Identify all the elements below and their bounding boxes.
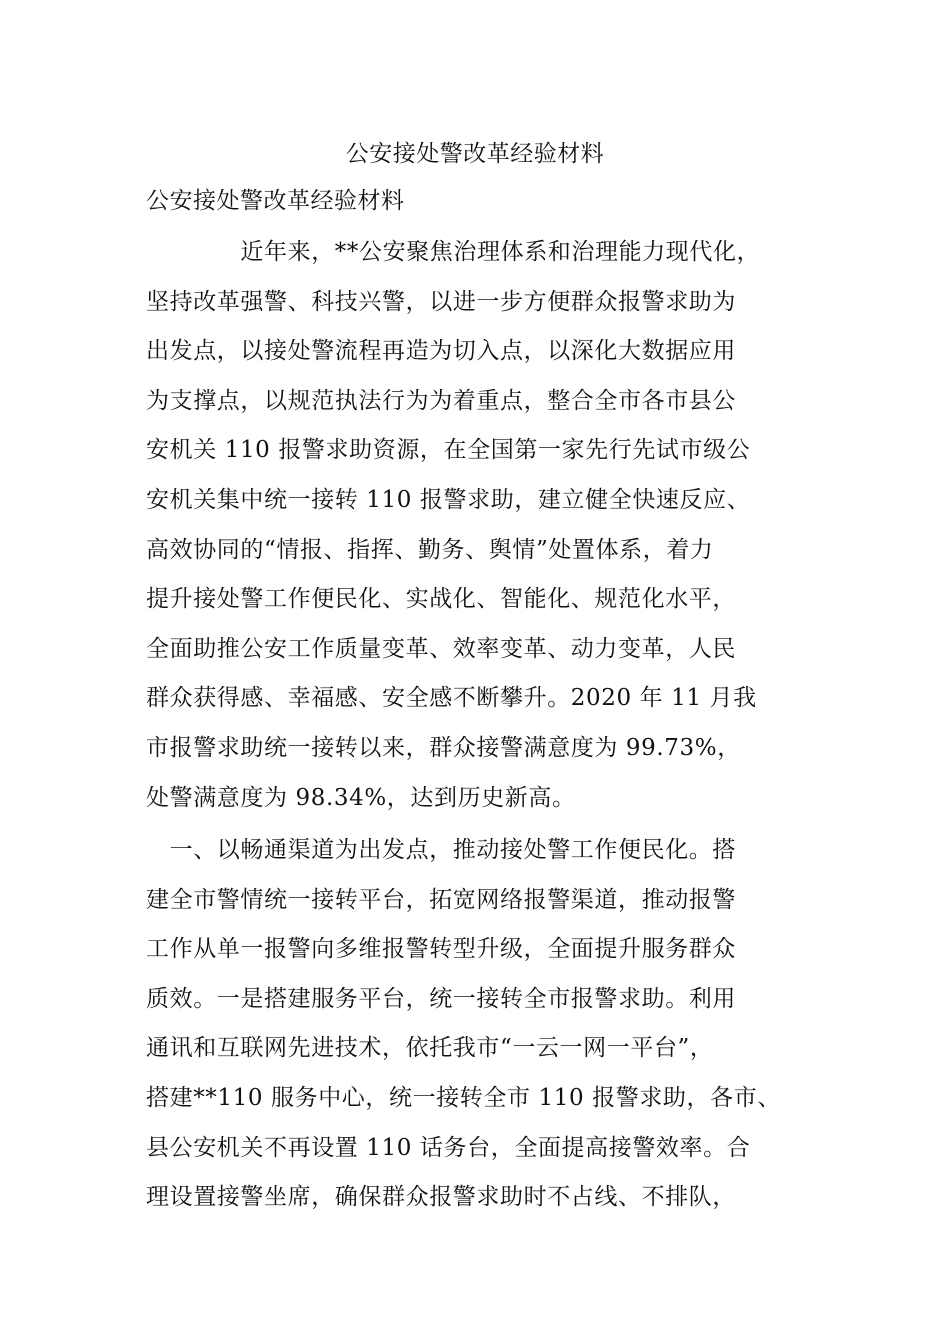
paragraph-line: 县公安机关不再设置 110 话务台，全面提高接警效率。合	[146, 1134, 751, 1161]
paragraph-line: 高效协同的“情报、指挥、勤务、舆情”处置体系，着力	[146, 536, 714, 563]
paragraph-section-one	[146, 826, 810, 1223]
paragraph-line: 为支撑点，以规范执法行为为着重点，整合全市各市县公	[146, 387, 736, 414]
paragraph-line: 一、以畅通渠道为出发点，推动接处警工作便民化。搭	[146, 837, 736, 863]
paragraph-line: 全面助推公安工作质量变革、效率变革、动力变革，人民	[146, 635, 736, 662]
paragraph-line: 处警满意度为 98.34%，达到历史新高。	[146, 784, 576, 811]
paragraph-line: 出发点，以接处警流程再造为切入点，以深化大数据应用	[146, 338, 736, 365]
paragraph-line: 坚持改革强警、科技兴警，以进一步方便群众报警求助为	[146, 288, 736, 315]
paragraph-line: 提升接处警工作便民化、实战化、智能化、规范化水平，	[146, 586, 736, 613]
paragraph-line: 质效。一是搭建服务平台，统一接转全市报警求助。利用	[146, 985, 736, 1012]
paragraph-line: 群众获得感、幸福感、安全感不断攀升。2020 年 11 月我	[146, 685, 757, 712]
paragraph-line: 安机关集中统一接转 110 报警求助，建立健全快速反应、	[146, 486, 751, 513]
paragraph-line: 建全市警情统一接转平台，拓宽网络报警渠道，推动报警	[146, 886, 736, 913]
paragraph-line: 安机关 110 报警求助资源，在全国第一家先行先试市级公	[146, 437, 751, 464]
document-title: 公安接处警改革经验材料	[345, 141, 605, 167]
paragraph-line: 通讯和互联网先进技术，依托我市“一云一网一平台”，	[146, 1035, 714, 1062]
paragraph-line: 近年来，**公安聚焦治理体系和治理能力现代化，	[146, 239, 761, 265]
paragraph-line: 理设置接警坐席，确保群众报警求助时不占线、不排队，	[146, 1184, 736, 1211]
paragraph-line: 工作从单一报警向多维报警转型升级，全面提升服务群众	[146, 936, 736, 963]
document-subtitle: 公安接处警改革经验材料	[146, 188, 405, 214]
paragraph-line: 市报警求助统一接转以来，群众接警满意度为 99.73%，	[146, 734, 741, 761]
paragraph-line: 搭建**110 服务中心，统一接转全市 110 报警求助，各市、	[146, 1084, 781, 1111]
paragraph-intro	[146, 228, 810, 823]
